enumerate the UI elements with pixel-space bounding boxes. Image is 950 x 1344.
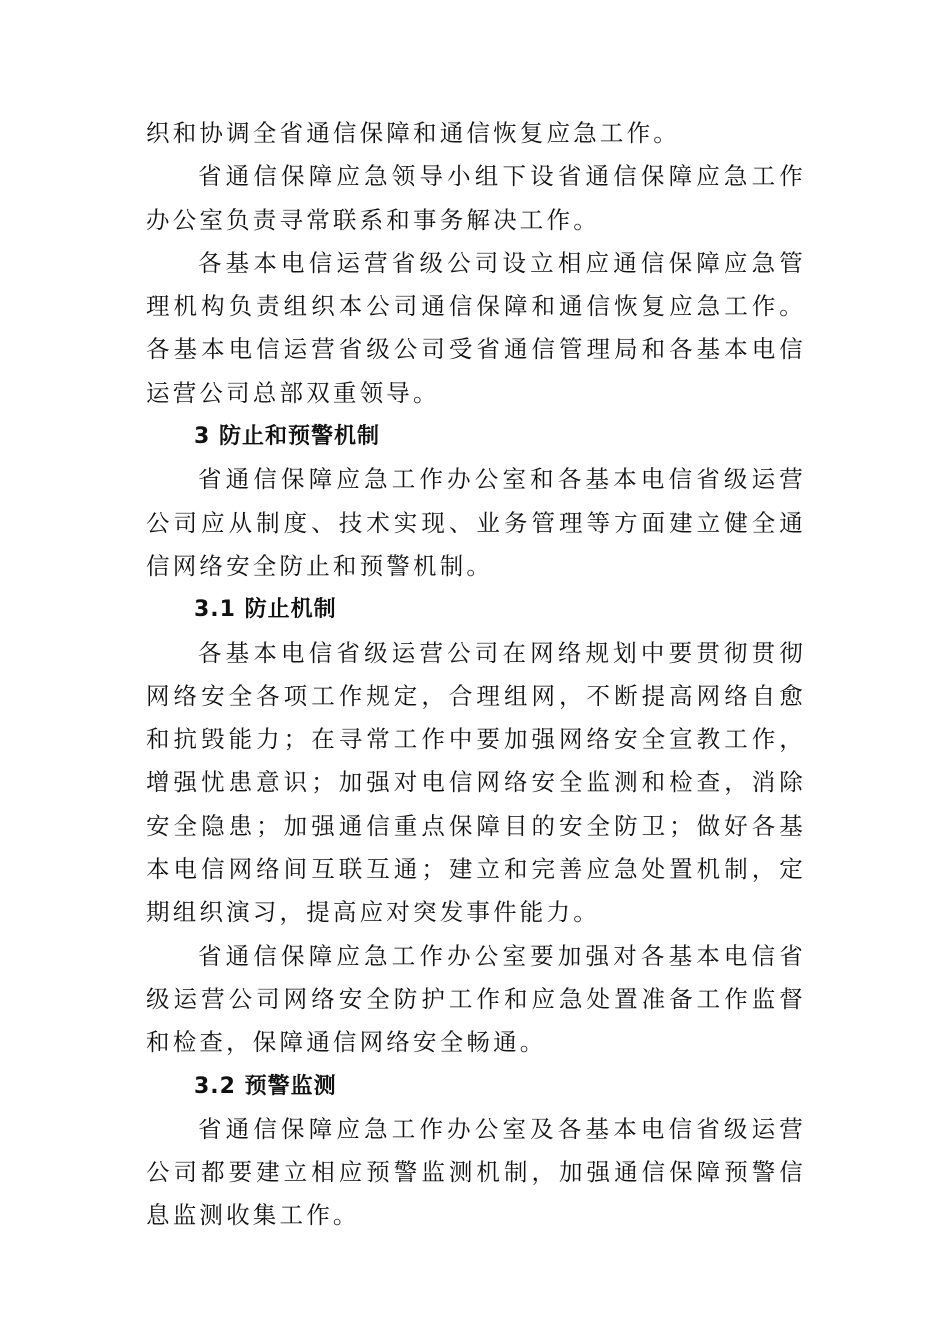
- section-heading-3-2: 3.2 预警监测: [194, 1073, 337, 1099]
- paragraph-office-supervision: 省通信保障应急工作办公室要加强对各基本电信省级运营公司网络安全防护工作和应急处置准备工作监督和检查，保障通信网络安全畅通。: [146, 941, 806, 1057]
- paragraph-office-setup: 省通信保障应急领导小组下设省通信保障应急工作办公室负责寻常联系和事务解决工作。: [146, 162, 806, 234]
- section-heading-3: 3 防止和预警机制: [194, 424, 380, 450]
- paragraph-operators-organization: 各基本电信运营省级公司设立相应通信保障应急管理机构负责组织本公司通信保障和通信恢复应急工作。各基本电信运营省级公司受省通信管理局和各基本电信运营公司总部双重领导。: [146, 248, 806, 407]
- paragraph-prevention-warning-intro: 省通信保障应急工作办公室和各基本电信省级运营公司应从制度、技术实现、业务管理等方面建立健全通信网络安全防止和预警机制。: [146, 465, 806, 580]
- paragraph-prevention-mechanism: 各基本电信省级运营公司在网络规划中要贯彻贯彻网络安全各项工作规定，合理组网，不断提高网络自愈和抗毁能力；在寻常工作中要加强网络安全宣教工作，增强忧患意识；加强对电信网络安全监测和检查，消除安全隐患；加强通信重点保障目的安全防卫；做好各基本电信网络间互联互通；建立和完善应急处置机制，定期组织演习，提高应对突发事件能力。: [146, 638, 806, 927]
- paragraph-continuation: 织和协调全省通信保障和通信恢复应急工作。: [146, 119, 680, 147]
- document-body: [146, 112, 806, 1238]
- section-heading-3-1: 3.1 防止机制: [194, 597, 337, 623]
- paragraph-warning-monitoring: 省通信保障应急工作办公室及各基本电信省级运营公司都要建立相应预警监测机制，加强通信保障预警信息监测收集工作。: [146, 1114, 806, 1230]
